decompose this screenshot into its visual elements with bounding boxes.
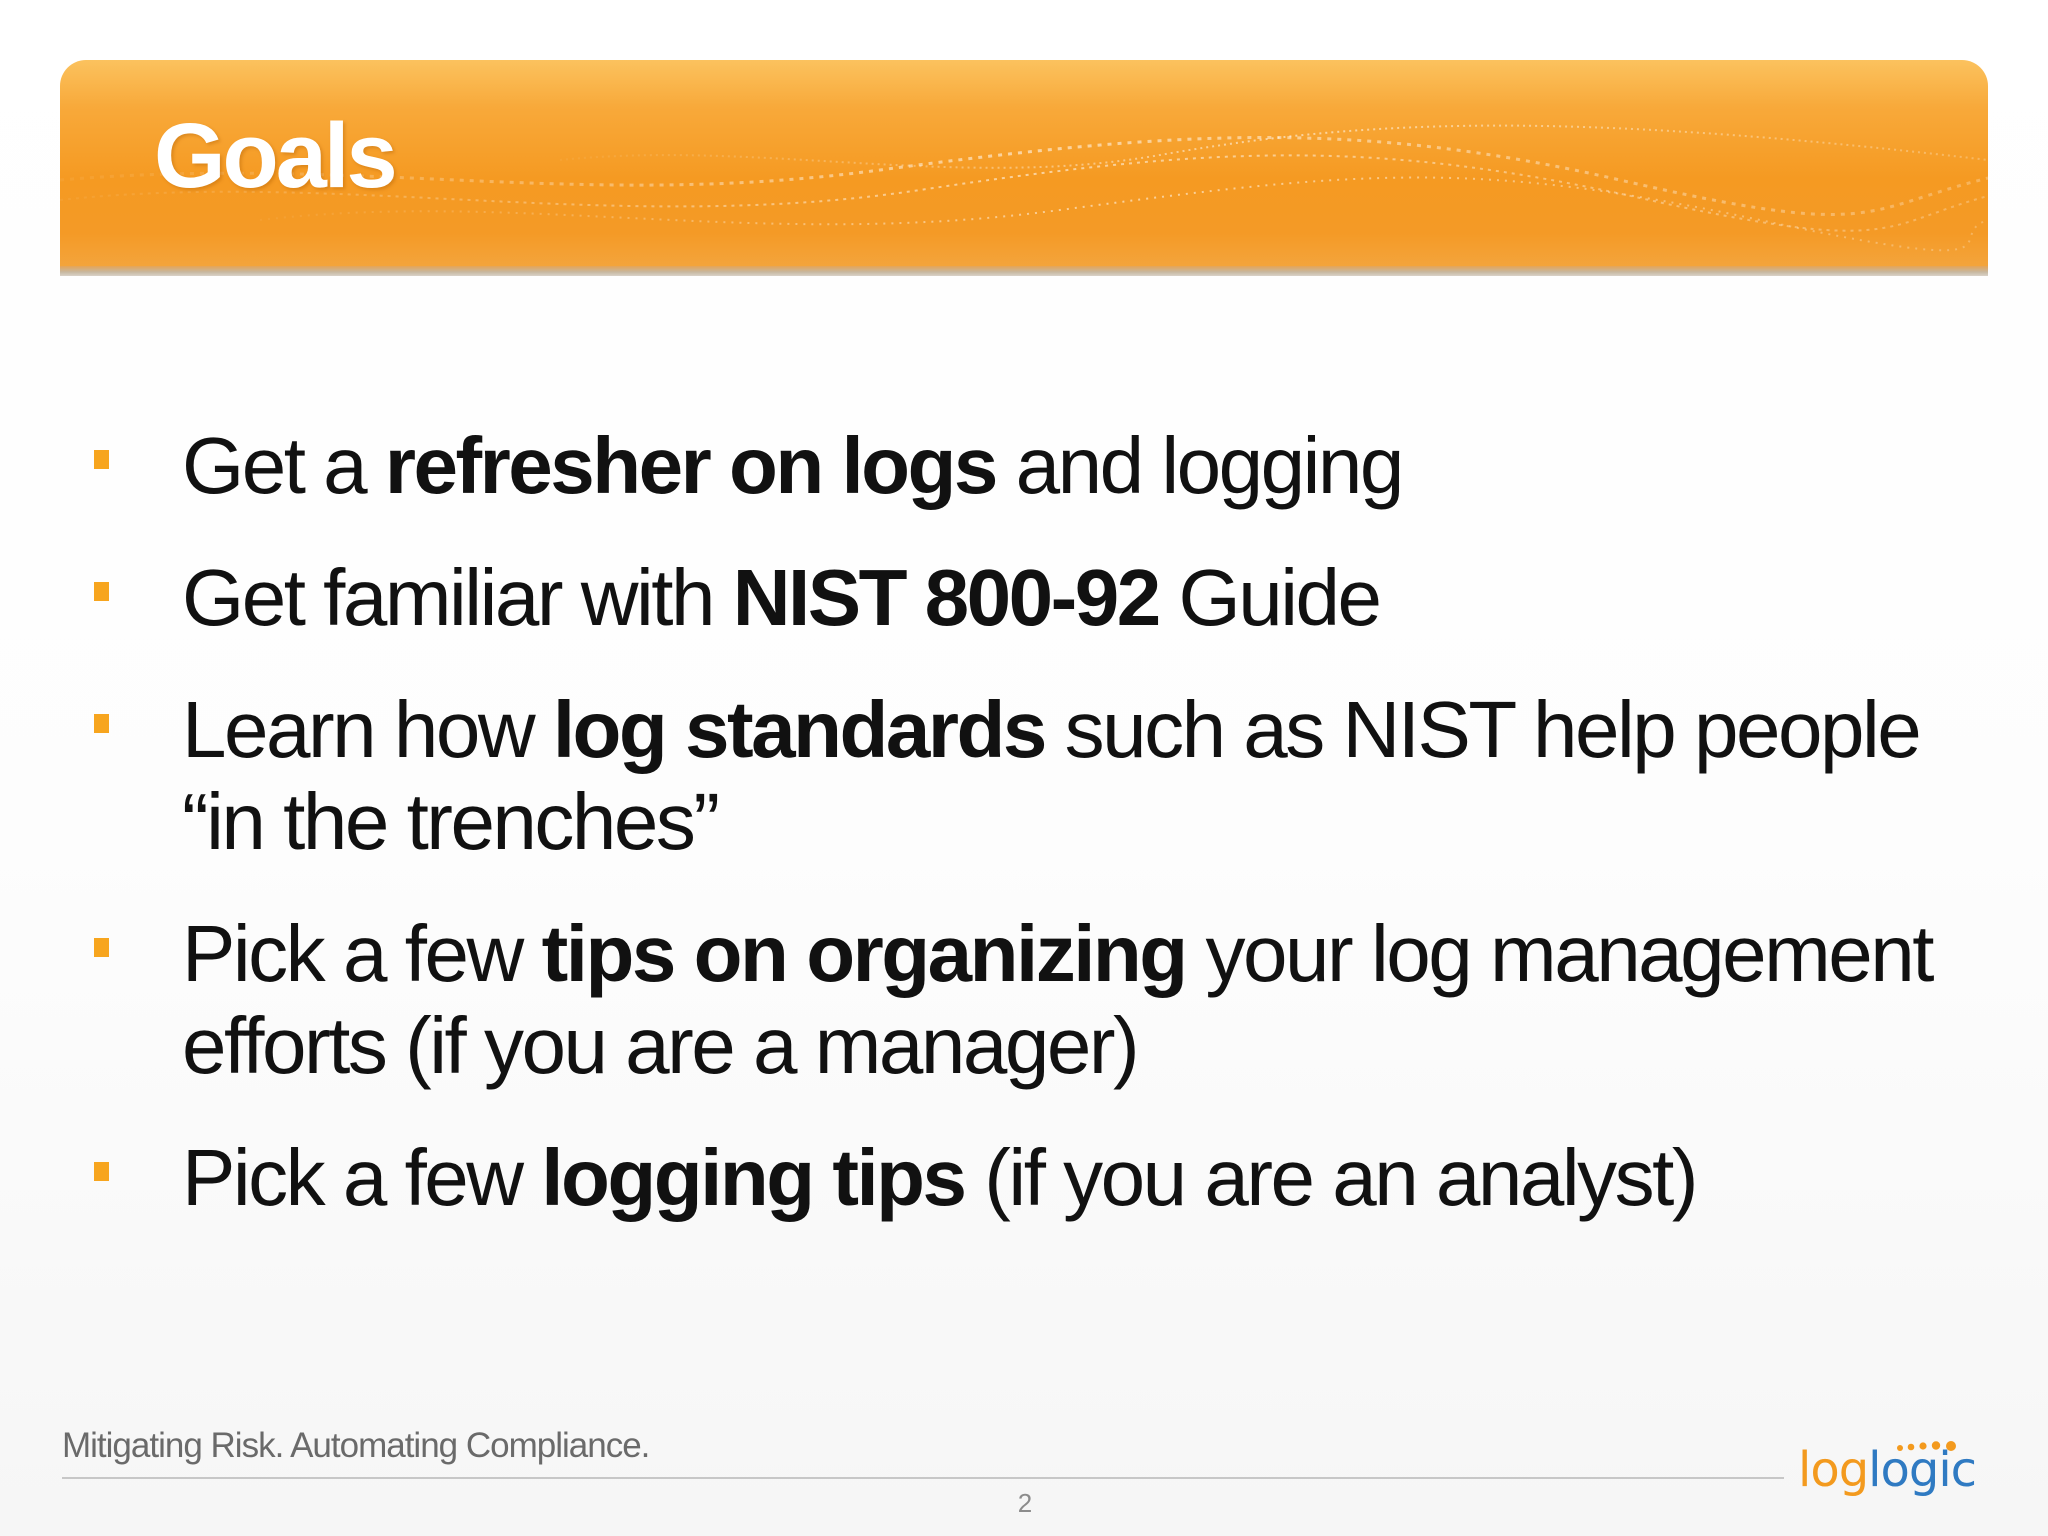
list-item: [90, 908, 1932, 1092]
bullet-square-icon: [94, 938, 109, 957]
footer-tagline: Mitigating Risk. Automating Compliance.: [62, 1426, 650, 1465]
bullet-text: Pick a few: [182, 909, 542, 998]
loglogic-logo: [1796, 1438, 1986, 1510]
bullet-emphasis: refresher on logs: [384, 421, 996, 510]
bullet-text: Learn how: [182, 685, 553, 774]
bullet-emphasis: NIST 800-92: [732, 553, 1159, 642]
goals-list: [90, 420, 1932, 1264]
slide-title: Goals: [154, 105, 395, 207]
bullet-text: Guide: [1158, 553, 1380, 642]
list-item: [90, 1132, 1932, 1224]
bullet-text: Pick a few: [182, 1133, 542, 1222]
list-item: [90, 684, 1932, 868]
bullet-square-icon: [94, 714, 109, 733]
bullet-text: Get familiar with: [182, 553, 733, 642]
bullet-text: Get a: [182, 421, 385, 510]
header-banner: [60, 60, 1988, 276]
bullet-text: such as NIST help people “in the trenches”: [182, 685, 1920, 866]
bullet-square-icon: [94, 582, 109, 601]
list-item: [90, 420, 1932, 512]
bullet-emphasis: log standards: [552, 685, 1045, 774]
logo-part-logic: logic: [1868, 1442, 1977, 1498]
page-number: 2: [1017, 1488, 1033, 1518]
footer-divider: [62, 1477, 1784, 1479]
bullet-text: (if you are an analyst): [964, 1133, 1697, 1222]
bullet-emphasis: logging tips: [541, 1133, 965, 1222]
logo-part-log: log: [1798, 1442, 1869, 1498]
bullet-text: and logging: [995, 421, 1402, 510]
bullet-square-icon: [94, 450, 109, 469]
list-item: [90, 552, 1932, 644]
bullet-text: your log management efforts (if you are a manager): [182, 909, 1933, 1090]
bullet-emphasis: tips on organizing: [541, 909, 1186, 998]
logo-wordmark: [1798, 1442, 1977, 1498]
bullet-square-icon: [94, 1162, 109, 1181]
